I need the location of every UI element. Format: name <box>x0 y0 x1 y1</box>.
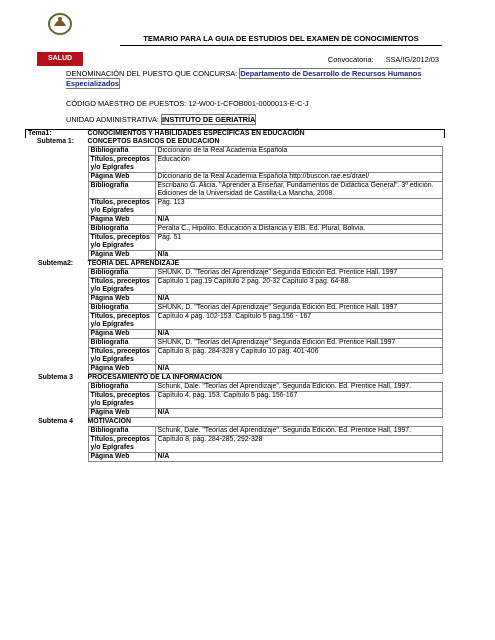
reference-value: Pág. 51 <box>155 234 442 251</box>
subtema-body-row <box>26 268 445 374</box>
subtema-label: Subtema2: <box>37 260 74 267</box>
references-table <box>88 146 443 260</box>
reference-key: Títulos, preceptos y/o Epígrafes <box>88 278 155 295</box>
reference-key: Página Web <box>88 365 155 374</box>
reference-row <box>88 225 442 234</box>
reference-value: Escribano G. Alicia. "Aprender a Enseñar, Fundamentos de Didáctica General". 3ª edición. Ediciones de la Universidad de Castilla-La Mancha, 2008. <box>155 182 442 199</box>
reference-value: Capítulo 8, pág. 284-285, 292-328 <box>155 436 442 453</box>
puesto-value: Departamento de Desarrollo de Recursos Humanos Especializados <box>66 69 422 88</box>
reference-key: Página Web <box>88 295 155 304</box>
reference-key: Bibliografía <box>88 225 155 234</box>
subtema-details <box>86 426 445 462</box>
subtema-details <box>86 146 445 260</box>
reference-key: Página Web <box>88 453 155 462</box>
reference-value: Capítulo 4, pág. 153. Capítulo 5 pág. 156-167 <box>155 392 442 409</box>
subtema-body-row <box>26 382 445 418</box>
eagle-emblem-icon <box>45 10 75 36</box>
reference-value: SHUNK, D. "Teorías del Aprendizaje" Segunda Edición Ed. Prentice Hall. 1997 <box>155 269 442 278</box>
puesto <box>66 69 440 88</box>
codigo-maestro: CÓDIGO MAESTRO DE PUESTOS: 12-W00-1-CFOB001-0000013-E-C-J <box>66 99 309 108</box>
reference-row <box>88 392 442 409</box>
salud-logo <box>37 10 83 72</box>
subtema-title: PROCESAMIENTO DE LA INFORMACION <box>87 374 222 381</box>
reference-row <box>88 278 442 295</box>
reference-key: Bibliografía <box>88 339 155 348</box>
reference-value: SHUNK, D. "Teorías del Aprendizaje" Segunda Edición Ed. Prentice Hall. 1997 <box>155 304 442 313</box>
subtema-title: CONCEPTOS BASICOS DE EDUCACION <box>87 138 220 145</box>
reference-value: Capítulo 8, pág. 284-328 y Capítulo 10 pág. 401-406 <box>155 348 442 365</box>
reference-row <box>88 409 442 418</box>
puesto-label: DENOMINACIÓN DEL PUESTO QUE CONCURSA: <box>66 69 238 78</box>
unidad-label: UNIDAD ADMINISTRATIVA: <box>66 115 159 124</box>
reference-row <box>88 436 442 453</box>
reference-value: Diccionario de la Real Academia Española <box>155 147 442 156</box>
reference-key: Bibliografía <box>88 427 155 436</box>
subtema-title: TEORIA DEL APRENDIZAJE <box>87 260 180 267</box>
reference-key: Títulos, preceptos y/o Epígrafes <box>88 199 155 216</box>
references-table <box>88 268 443 374</box>
unidad-administrativa <box>66 115 256 124</box>
reference-row <box>88 427 442 436</box>
convocatoria-value: SSA/IG/2012/03 <box>385 55 439 64</box>
reference-key: Página Web <box>88 409 155 418</box>
reference-row <box>88 182 442 199</box>
reference-key: Página Web <box>88 251 155 260</box>
reference-row <box>88 313 442 330</box>
reference-row <box>88 295 442 304</box>
reference-value: Peralta C., Hipólito. Educación a Distancia y EIB. Ed. Plural, Bolivia. <box>155 225 442 234</box>
subtema-body-row <box>26 426 445 462</box>
reference-key: Bibliografía <box>88 147 155 156</box>
reference-row <box>88 199 442 216</box>
references-table <box>88 382 443 418</box>
reference-key: Títulos, preceptos y/o Epígrafes <box>88 348 155 365</box>
tema-row <box>26 130 445 139</box>
reference-row <box>88 173 442 182</box>
subtema-label: Subtema 4 <box>38 418 73 425</box>
subtema-header-row <box>26 374 445 382</box>
reference-row <box>88 339 442 348</box>
tema-label: Tema1: <box>26 130 86 139</box>
reference-value: Schunk, Dale. "Teorías del Aprendizaje". Segunda Edición. Ed. Prentice Hall, 1997. <box>155 383 442 392</box>
reference-value: N/A <box>155 453 442 462</box>
subtema-body-row <box>26 146 445 260</box>
reference-row <box>88 348 442 365</box>
reference-key: Bibliografía <box>88 182 155 199</box>
reference-value: Capítulo 4 pág. 102-153. Capítulo 5 pag.156 - 167 <box>155 313 442 330</box>
reference-value: N/A <box>155 216 442 225</box>
reference-value: N/a <box>155 251 442 260</box>
subtema-label: Subtema 3 <box>38 374 73 381</box>
reference-value: Capítulo 1 pag.19 Capítulo 2 pág. 20-32 Capítulo 3 pág. 64-88. <box>155 278 442 295</box>
reference-value: N/A <box>155 330 442 339</box>
reference-row <box>88 251 442 260</box>
tema-title: CONOCIMIENTOS Y HABILIDADES ESPECÍFICAS EN EDUCACIÓN <box>86 130 445 139</box>
reference-value: N/A <box>155 295 442 304</box>
reference-key: Página Web <box>88 216 155 225</box>
temario-table <box>25 129 445 462</box>
subtema-header-row <box>26 418 445 426</box>
reference-value: N/A <box>155 409 442 418</box>
reference-row <box>88 365 442 374</box>
subtema-header-row <box>26 138 445 146</box>
document-title: TEMARIO PARA LA GUIA DE ESTUDIOS DEL EXAMEN DE CONOCIMIENTOS <box>120 34 442 46</box>
reference-value: Educación <box>155 156 442 173</box>
reference-key: Bibliografía <box>88 383 155 392</box>
convocatoria-label: Convocatoria: <box>327 55 374 64</box>
reference-key: Página Web <box>88 173 155 182</box>
subtema-header-row <box>26 260 445 268</box>
reference-key: Títulos, preceptos y/o Epígrafes <box>88 156 155 173</box>
reference-row <box>88 453 442 462</box>
reference-row <box>88 216 442 225</box>
reference-row <box>88 156 442 173</box>
reference-value: Pág. 113 <box>155 199 442 216</box>
reference-key: Títulos, preceptos y/o Epígrafes <box>88 392 155 409</box>
reference-key: Bibliografía <box>88 269 155 278</box>
salud-logo-text: SALUD <box>37 52 83 66</box>
unidad-value: INSTITUTO DE GERIATRÍA <box>162 115 256 124</box>
reference-row <box>88 269 442 278</box>
reference-value: N/A <box>155 365 442 374</box>
subtema-details <box>86 382 445 418</box>
reference-key: Títulos, preceptos y/o Epígrafes <box>88 234 155 251</box>
references-table <box>88 426 443 462</box>
subtema-label: Subtema 1: <box>36 138 75 145</box>
reference-key: Página Web <box>88 330 155 339</box>
reference-row <box>88 234 442 251</box>
subtema-title: MOTIVACION <box>87 418 132 425</box>
reference-row <box>88 330 442 339</box>
reference-row <box>88 304 442 313</box>
reference-value: SHUNK, D. "Teorías del Aprendizaje" Segunda Edición Ed. Prentice Hall.1997 <box>155 339 442 348</box>
reference-key: Títulos, preceptos y/o Epígrafes <box>88 436 155 453</box>
reference-value: Diccionario de la Real Academia Española http://buscon.rae.es/draeI/ <box>155 173 442 182</box>
reference-key: Títulos, preceptos y/o Epígrafes <box>88 313 155 330</box>
subtema-details <box>86 268 445 374</box>
convocatoria <box>318 55 439 64</box>
reference-row <box>88 147 442 156</box>
reference-row <box>88 383 442 392</box>
reference-value: Schunk, Dale. "Teorías del Aprendizaje". Segunda Edición. Ed. Prentice Hall, 1997. <box>155 427 442 436</box>
reference-key: Bibliografía <box>88 304 155 313</box>
